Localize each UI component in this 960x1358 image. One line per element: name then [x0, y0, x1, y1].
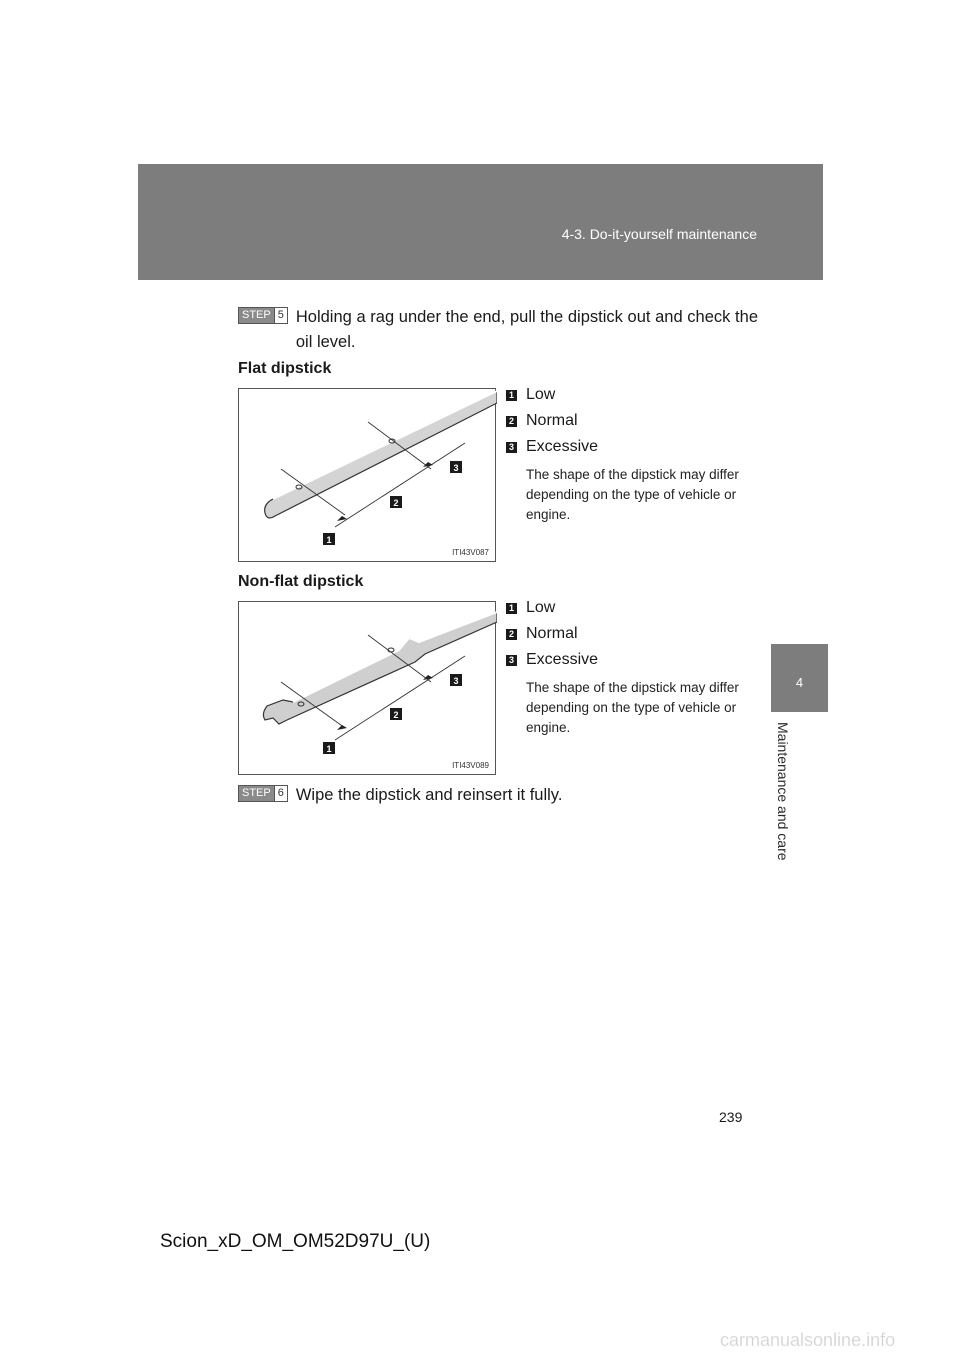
legend-item: 1 Low — [506, 382, 598, 408]
step-5 — [238, 305, 758, 355]
legend-item: 1 Low — [506, 595, 598, 621]
section-title: 4-3. Do-it-yourself maintenance — [561, 226, 757, 242]
svg-text:1: 1 — [326, 744, 332, 754]
flat-dipstick-figure — [238, 388, 496, 562]
flat-dipstick-illustration — [239, 389, 497, 563]
number-1-icon: 1 — [506, 603, 517, 614]
number-2-icon: 2 — [506, 629, 517, 640]
legend-item: 2 Normal — [506, 408, 598, 434]
chapter-label-text: Maintenance and care — [775, 722, 791, 861]
step-6 — [238, 783, 758, 808]
svg-text:1: 1 — [326, 535, 332, 545]
chapter-label — [773, 722, 797, 872]
flat-legend — [506, 382, 598, 460]
flat-dipstick-heading: Flat dipstick — [238, 360, 332, 377]
nonflat-dipstick-heading: Non-flat dipstick — [238, 573, 364, 590]
legend-item: 3 Excessive — [506, 434, 598, 460]
section-header-bar — [138, 164, 823, 280]
figure-code: ITI43V087 — [452, 548, 489, 557]
svg-text:3: 3 — [453, 463, 459, 473]
legend-item: 3 Excessive — [506, 647, 598, 673]
nonflat-legend — [506, 595, 598, 673]
legend-item: 2 Normal — [506, 621, 598, 647]
step-badge: STEP 6 — [238, 785, 288, 802]
chapter-number: 4 — [795, 675, 804, 690]
figure-code: ITI43V089 — [452, 761, 489, 770]
svg-text:3: 3 — [453, 676, 459, 686]
step-5-text: Holding a rag under the end, pull the dipstick out and check the oil level. — [295, 308, 758, 351]
number-1-icon: 1 — [506, 390, 517, 401]
flat-note: The shape of the dipstick may differ depending on the type of vehicle or engine. — [526, 467, 739, 522]
number-2-icon: 2 — [506, 416, 517, 427]
page-number: 239 — [719, 1109, 743, 1125]
watermark-logo — [718, 1325, 954, 1353]
nonflat-dipstick-illustration — [239, 602, 497, 776]
svg-text:2: 2 — [393, 498, 399, 508]
chapter-tab — [771, 644, 828, 712]
number-3-icon: 3 — [506, 655, 517, 666]
document-footer: Scion_xD_OM_OM52D97U_(U) — [160, 1231, 431, 1252]
step-badge: STEP 5 — [238, 307, 288, 324]
number-3-icon: 3 — [506, 442, 517, 453]
nonflat-dipstick-figure — [238, 601, 496, 775]
svg-text:carmanualsonline.info: carmanualsonline.info — [720, 1330, 896, 1350]
step-6-text: Wipe the dipstick and reinsert it fully. — [295, 786, 563, 804]
svg-text:2: 2 — [393, 710, 399, 720]
nonflat-note: The shape of the dipstick may differ depending on the type of vehicle or engine. — [526, 680, 739, 735]
